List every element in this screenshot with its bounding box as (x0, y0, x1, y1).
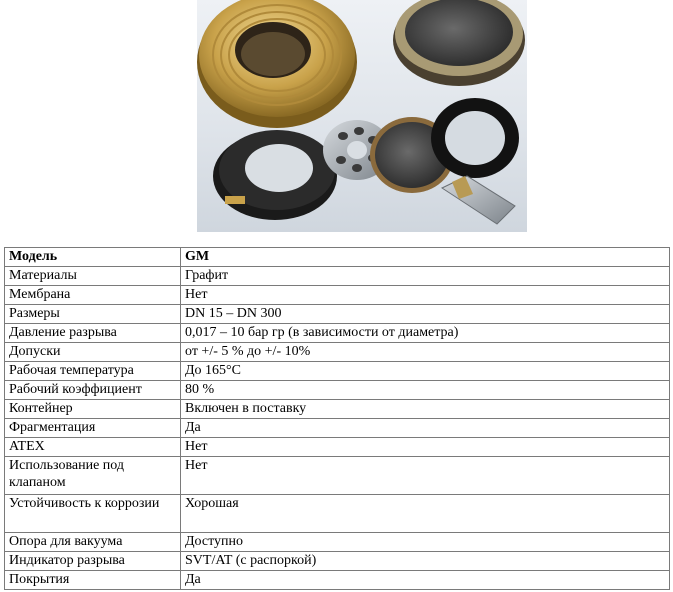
row-label: Фрагментация (5, 419, 181, 438)
row-label: Покрытия (5, 571, 181, 590)
row-label: Использование под клапаном (5, 457, 181, 495)
table-row (5, 305, 670, 324)
black-o-ring (431, 98, 519, 178)
row-value: Хорошая (181, 495, 670, 533)
table-row (5, 533, 670, 552)
row-label: Материалы (5, 267, 181, 286)
table-row (5, 400, 670, 419)
table-row (5, 267, 670, 286)
row-value: 80 % (181, 381, 670, 400)
row-value: SVT/AT (с распоркой) (181, 552, 670, 571)
header-value: GM (181, 248, 670, 267)
table-row (5, 381, 670, 400)
row-value: Да (181, 571, 670, 590)
row-value: Да (181, 419, 670, 438)
table-row (5, 495, 670, 533)
row-label: Размеры (5, 305, 181, 324)
row-value: До 165°C (181, 362, 670, 381)
row-value: Доступно (181, 533, 670, 552)
row-label: Опора для вакуума (5, 533, 181, 552)
product-photo (197, 0, 527, 232)
row-value: Включен в поставку (181, 400, 670, 419)
rupture-disc-illustration (197, 0, 527, 232)
row-label: Устойчивость к коррозии (5, 495, 181, 533)
table-header-row (5, 248, 670, 267)
row-label: Рабочий коэффициент (5, 381, 181, 400)
black-ring (213, 130, 337, 220)
specification-table (4, 247, 670, 590)
row-value: 0,017 – 10 бар гр (в зависимости от диаметра) (181, 324, 670, 343)
brass-holder (197, 0, 357, 128)
row-label: Допуски (5, 343, 181, 362)
row-value: Нет (181, 286, 670, 305)
table-row (5, 438, 670, 457)
row-label: ATEX (5, 438, 181, 457)
row-label: Мембрана (5, 286, 181, 305)
row-label: Индикатор разрыва (5, 552, 181, 571)
header-label: Модель (5, 248, 181, 267)
row-value: Графит (181, 267, 670, 286)
burst-indicator-strip (442, 176, 515, 224)
row-value: Нет (181, 438, 670, 457)
table-row (5, 343, 670, 362)
row-label: Давление разрыва (5, 324, 181, 343)
table-row (5, 419, 670, 438)
table-row (5, 571, 670, 590)
row-value: от +/- 5 % до +/- 10% (181, 343, 670, 362)
row-value: Нет (181, 457, 670, 495)
table-row (5, 286, 670, 305)
table-row (5, 457, 670, 495)
row-value: DN 15 – DN 300 (181, 305, 670, 324)
row-label: Контейнер (5, 400, 181, 419)
table-row (5, 362, 670, 381)
row-label: Рабочая температура (5, 362, 181, 381)
table-row (5, 324, 670, 343)
graphite-disc-holder (393, 0, 525, 86)
table-row (5, 552, 670, 571)
